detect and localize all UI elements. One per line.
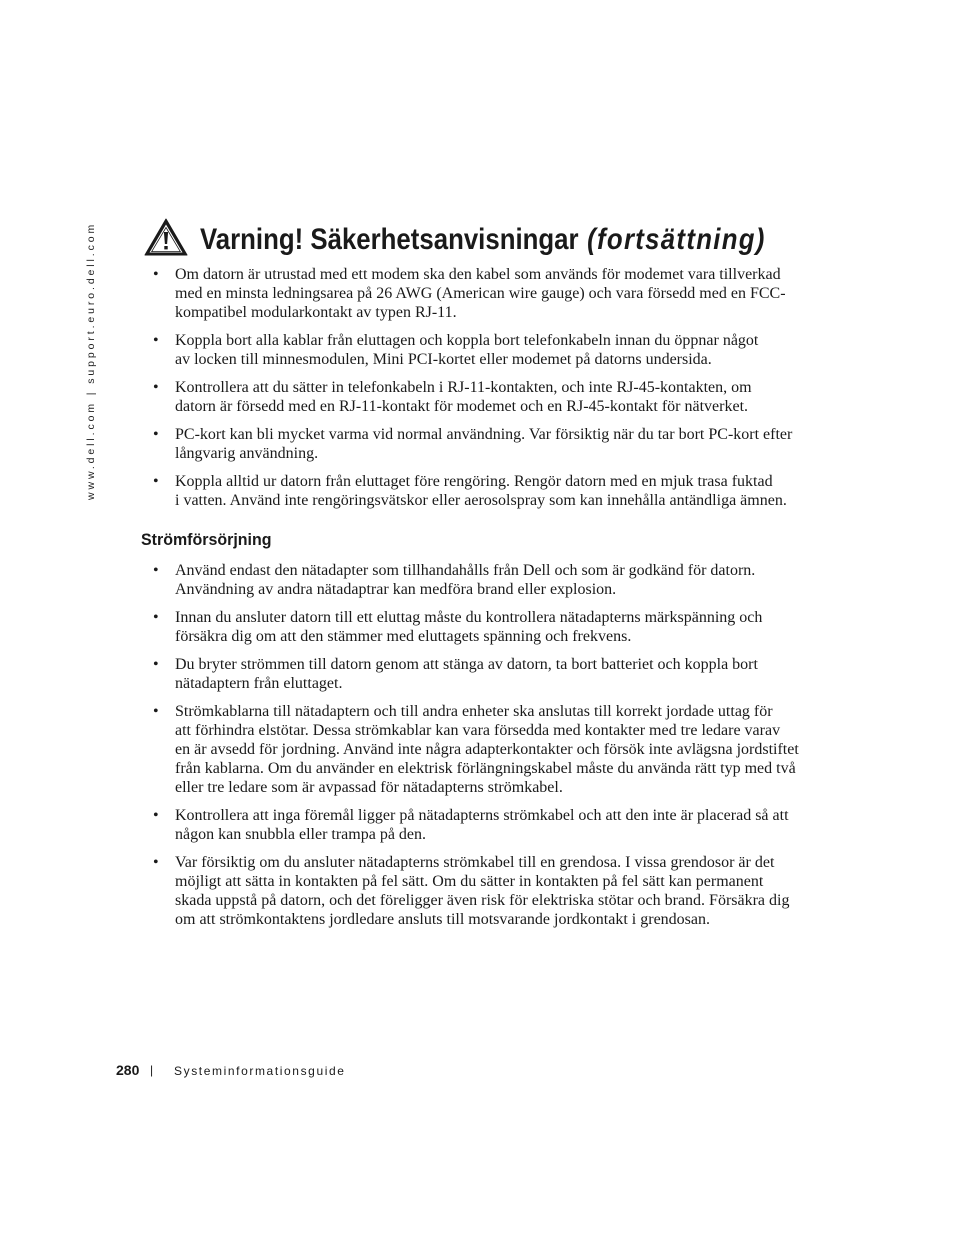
text-line: om att strömkontaktens jordledare ansluts till motsvarande jordkontakt i grendosan. bbox=[175, 911, 710, 928]
list-item bbox=[153, 806, 799, 844]
text-line: Om datorn är utrustad med ett modem ska den kabel som används för modemet vara tillverkad bbox=[175, 266, 781, 283]
list-item bbox=[153, 265, 792, 322]
list-item bbox=[153, 702, 799, 797]
text-line: från kablarna. Om du använder en elektrisk förlängningskabel måste du använda rätt typ med två bbox=[175, 760, 796, 777]
text-line: försäkra dig om att den stämmer med eluttagets spänning och frekvens. bbox=[175, 628, 632, 645]
page-heading bbox=[200, 223, 766, 257]
text-line: Koppla bort alla kablar från eluttagen och koppla bort telefonkabeln innan du öppnar något bbox=[175, 332, 759, 349]
bullet: • bbox=[153, 426, 159, 443]
text-line: att förhindra elstötar. Dessa strömkablar kan vara försedda med kontakter med tre ledare varav bbox=[175, 722, 781, 739]
list-item bbox=[153, 655, 799, 693]
text-line: Du bryter strömmen till datorn genom att stänga av datorn, ta bort batteriet och koppla bort bbox=[175, 656, 758, 673]
text-line: Använd endast den nätadapter som tillhandahålls från Dell och som är godkänd för datorn. bbox=[175, 562, 756, 579]
text-line: långvarig användning. bbox=[175, 445, 319, 462]
text-line: Användning av andra nätadaptrar kan medföra brand eller explosion. bbox=[175, 581, 617, 598]
text-line: Koppla alltid ur datorn från eluttaget före rengöring. Rengör datorn med en mjuk trasa fuktad bbox=[175, 473, 773, 490]
bullet: • bbox=[153, 807, 159, 824]
list-item bbox=[153, 561, 799, 599]
text-line: skada uppstå på datorn, och det föreligger även risk för elektriska stötar och brand. Försäkra dig bbox=[175, 892, 790, 909]
heading-continued: (fortsättning) bbox=[587, 223, 766, 256]
page-footer bbox=[116, 1062, 416, 1078]
footer-separator: | bbox=[150, 1063, 154, 1077]
side-url-text: www.dell.com | support.euro.dell.com bbox=[85, 221, 97, 500]
list-item bbox=[153, 425, 792, 463]
text-line: Kontrollera att du sätter in telefonkabeln i RJ-11-kontakten, och inte RJ-45-kontakten, om bbox=[175, 379, 752, 396]
list-item bbox=[153, 331, 792, 369]
text-line: Var försiktig om du ansluter nätadapterns strömkabel till en grendosa. I vissa grendosor är det bbox=[175, 854, 775, 871]
text-line: nätadaptern från eluttaget. bbox=[175, 675, 343, 692]
bullet: • bbox=[153, 609, 159, 626]
text-line: kompatibel modularkontakt av typen RJ-11. bbox=[175, 304, 457, 321]
bullet: • bbox=[153, 379, 159, 396]
warning-triangle-icon bbox=[144, 218, 188, 256]
text-line: en är avsedd för jordning. Använd inte några adapterkontakter och försök inte avlägsna jordstiftet bbox=[175, 741, 799, 758]
text-line: Strömkablarna till nätadaptern och till andra enheter ska anslutas till korrekt jordade uttag för bbox=[175, 703, 773, 720]
text-line: i vatten. Använd inte rengöringsvätskor eller aerosolspray som kan innehålla antändliga ämnen. bbox=[175, 492, 787, 509]
bullet: • bbox=[153, 332, 159, 349]
text-line: Innan du ansluter datorn till ett eluttag måste du kontrollera nätadapterns märkspänning och bbox=[175, 609, 763, 626]
text-line: någon kan snubbla eller trampa på den. bbox=[175, 826, 427, 843]
section-title-power: Strömförsörjning bbox=[141, 530, 272, 549]
bullet: • bbox=[153, 266, 159, 283]
text-line: PC-kort kan bli mycket varma vid normal användning. Var försiktig när du tar bort PC-kort efter bbox=[175, 426, 793, 443]
bullet: • bbox=[153, 656, 159, 673]
list-item bbox=[153, 472, 792, 510]
list-item bbox=[153, 378, 792, 416]
bullet: • bbox=[153, 703, 159, 720]
page-number: 280 bbox=[116, 1062, 140, 1078]
guide-title: Systeminformationsguide bbox=[174, 1064, 346, 1078]
text-line: av locken till minnesmodulen, Mini PCI-kortet eller modemet på datorns undersida. bbox=[175, 351, 712, 368]
text-line: med en minsta ledningsarea på 26 AWG (American wire gauge) och vara försedd med en FCC- bbox=[175, 285, 786, 302]
heading-title: Varning! Säkerhetsanvisningar bbox=[200, 223, 579, 256]
text-line: datorn är försedd med en RJ-11-kontakt för modemet och en RJ-45-kontakt för nätverket. bbox=[175, 398, 749, 415]
bullet: • bbox=[153, 562, 159, 579]
power-list bbox=[153, 561, 799, 938]
bullet: • bbox=[153, 854, 159, 871]
text-line: Kontrollera att inga föremål ligger på nätadapterns strömkabel och att den inte är placerad så att bbox=[175, 807, 789, 824]
text-line: möjligt att sätta in kontakten på fel sätt. Om du sätter in kontakten på fel sätt kan permanent bbox=[175, 873, 764, 890]
list-item bbox=[153, 608, 799, 646]
bullet: • bbox=[153, 473, 159, 490]
list-item bbox=[153, 853, 799, 929]
text-line: eller tre ledare som är avpassad för nätadapterns strömkabel. bbox=[175, 779, 563, 796]
safety-list bbox=[153, 265, 792, 519]
